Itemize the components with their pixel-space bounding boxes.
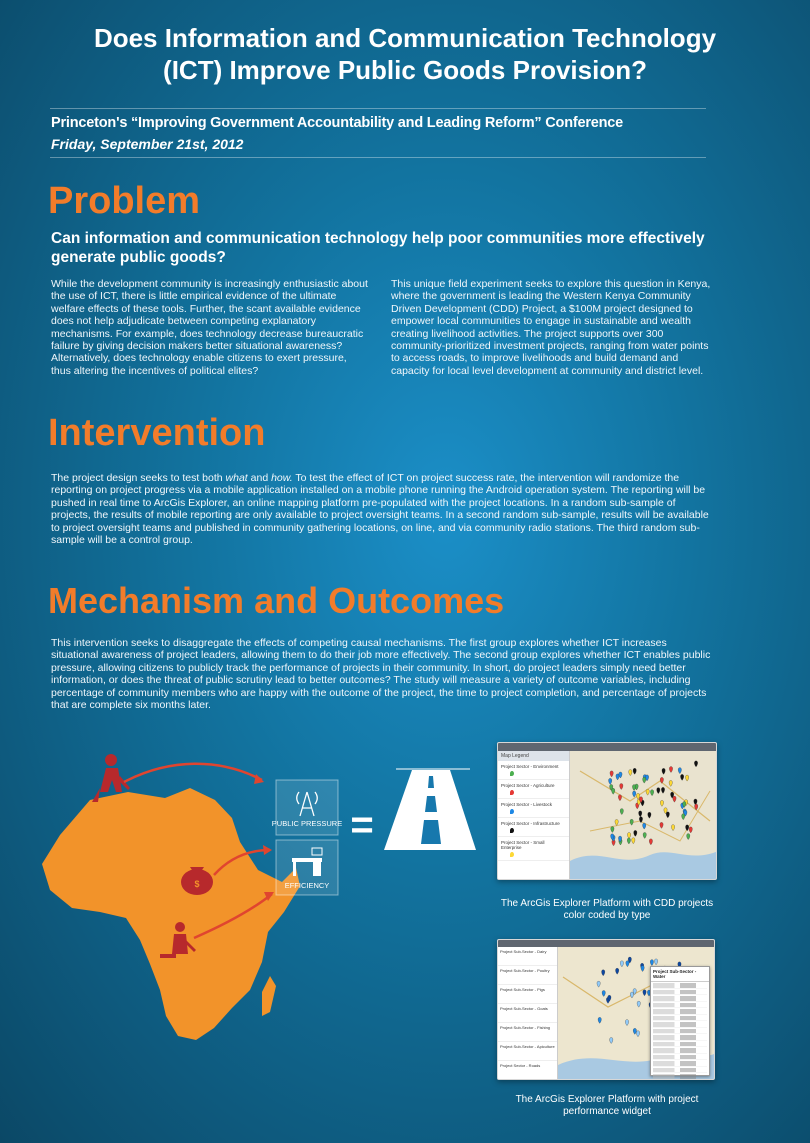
popup-row (653, 1016, 707, 1022)
shot1-map (570, 751, 717, 880)
shot2-popup-title: Project Sub-Sector - Water (651, 967, 709, 982)
legend-marker-icon (510, 771, 514, 776)
popup-row (653, 1009, 707, 1015)
intervention-heading: Intervention (48, 412, 266, 454)
popup-row (653, 1029, 707, 1035)
panel-item[interactable]: Project Sub-Sector - Fishing (498, 1023, 557, 1042)
shot1-legend-list (498, 761, 569, 861)
popup-row (653, 1035, 707, 1041)
madagascar-shape (262, 976, 276, 1016)
title-line-1: Does Information and Communication Technology (93, 23, 717, 53)
shot2-popup (650, 966, 710, 1076)
popup-row (653, 1003, 707, 1009)
shot2-toolbar (498, 940, 714, 947)
popup-row (653, 1042, 707, 1048)
mechanism-diagram (0, 740, 480, 1070)
panel-item[interactable]: Project Sub-Sector - Dairy (498, 947, 557, 966)
intervention-text (51, 472, 716, 546)
intervention-text-a: The project design seeks to test both (51, 472, 226, 484)
mechanism-text: This intervention seeks to disaggregate the effects of competing causal mechanisms. The first group explores whether ICT increases situational awareness of project leaders, allowing them to do their job more effectively. The second group explores whether ICT enables public pressure, allowing citizens to publicly track the performance of projects in their community. In short, do project leaders simply need better information, or does the threat of public scrutiny lead to better outcomes? The study will measure a variety of outcome variables, including percentage of community members who are happy with the outcome of the project, the time to project completion, and percentage of projects that are complete six months later. (51, 637, 711, 712)
shot2-side-panel (498, 947, 558, 1080)
legend-marker-icon (510, 852, 514, 857)
popup-row (653, 1061, 707, 1067)
panel-item[interactable]: Project Sub-Sector - Pigs (498, 985, 557, 1004)
shot1-caption: The ArcGis Explorer Platform with CDD projects color coded by type (500, 898, 714, 921)
arcgis-screenshot-1 (497, 742, 717, 880)
popup-row (653, 1055, 707, 1061)
intervention-what: what (225, 472, 248, 484)
intervention-how: how. (271, 472, 293, 484)
problem-left-text: While the development community is increasingly enthusiastic about the use of ICT, there is little empirical evidence of the ultimate welfare effects of these tools. Further, the scant available evidence does not help adjudicate between competing explanatory mechanisms. For example, does technology decrease bureaucratic failure by giving decision makers better situational awareness? Alternatively, does technology enable citizens to exert pressure, thus altering the incentives of political elites? (51, 278, 368, 377)
shot1-panel-title: Map Legend (498, 751, 569, 761)
problem-right-text: This unique field experiment seeks to explore this question in Kenya, where the government is leading the Western Kenya Community Driven Development (CDD) Project, a $100M project designed to empower local communities to engage in sustainable and wealth creating livelihood activities. The project supports over 300 community-prioritized investment projects, ranging from water points to access roads, to improve livelihoods and build demand and capacity for local level development at community and district level. (391, 278, 711, 377)
svg-text:$: $ (194, 879, 200, 889)
arcgis-screenshot-2 (497, 939, 715, 1080)
legend-item[interactable]: Project Sector - Infrastructure (498, 818, 569, 837)
problem-heading: Problem (48, 180, 201, 222)
efficiency-label: EFFICIENCY (284, 881, 330, 890)
legend-marker-icon (510, 828, 514, 833)
legend-item[interactable]: Project Sector - Environment (498, 761, 569, 780)
mechanism-heading: Mechanism and Outcomes (48, 580, 505, 621)
popup-row (653, 983, 707, 989)
title-line-2: (ICT) Improve Public Goods Provision? (163, 55, 647, 85)
shot1-toolbar (498, 743, 716, 751)
popup-row (653, 990, 707, 996)
shot1-legend-panel (498, 751, 570, 880)
intervention-text-c: To test the effect of ICT on project success rate, the intervention will randomize the reporting on project progress via a mobile application installed on a mobile phone running the Android operation system. The reporting will be pushed in real time to ArcGis Explorer, an online mapping platform pre-populated with the project locations. In a random sub-sample of projects, the results of mobile reporting are only available to project oversight teams. In a second random sub-sample, results will be available to project oversight teams and published in community gathering locations, on line, and via community radio stations. The third random sub-sample will be a control group. (51, 472, 709, 547)
problem-question: Can information and communication technology help poor communities more effectively generate public goods? (51, 230, 705, 266)
panel-item[interactable]: Project Sub-Sector - Apiculture (498, 1042, 557, 1061)
poster-title (30, 22, 780, 86)
conference-date: Friday, September 21st, 2012 (51, 136, 244, 152)
divider-top (50, 108, 706, 109)
panel-item[interactable]: Project Sub-Sector - Poultry (498, 966, 557, 985)
shot2-popup-rows (651, 983, 709, 1080)
panel-item[interactable]: Project Sector - Roads (498, 1061, 557, 1080)
arrow-head-2 (263, 845, 272, 855)
legend-item[interactable]: Project Sector - Agriculture (498, 780, 569, 799)
divider-bottom (50, 157, 706, 158)
arrow-to-pressure (124, 764, 262, 782)
shot2-caption: The ArcGis Explorer Platform with project performance widget (515, 1094, 699, 1117)
legend-marker-icon (510, 809, 514, 814)
equals-sign: = (350, 803, 374, 847)
legend-item[interactable]: Project Sector - Small Enterprise (498, 837, 569, 861)
intervention-text-b: and (247, 472, 272, 484)
popup-row (653, 1022, 707, 1028)
popup-row (653, 1074, 707, 1080)
popup-row (653, 996, 707, 1002)
legend-item[interactable]: Project Sector - Livestock (498, 799, 569, 818)
popup-row (653, 1048, 707, 1054)
africa-map (42, 788, 300, 1040)
popup-row (653, 1068, 707, 1074)
public-pressure-label: PUBLIC PRESSURE (271, 819, 343, 828)
legend-marker-icon (510, 790, 514, 795)
conference-name: Princeton's “Improving Government Accountability and Leading Reform” Conference (51, 115, 624, 131)
panel-item[interactable]: Project Sub-Sector - Goats (498, 1004, 557, 1023)
